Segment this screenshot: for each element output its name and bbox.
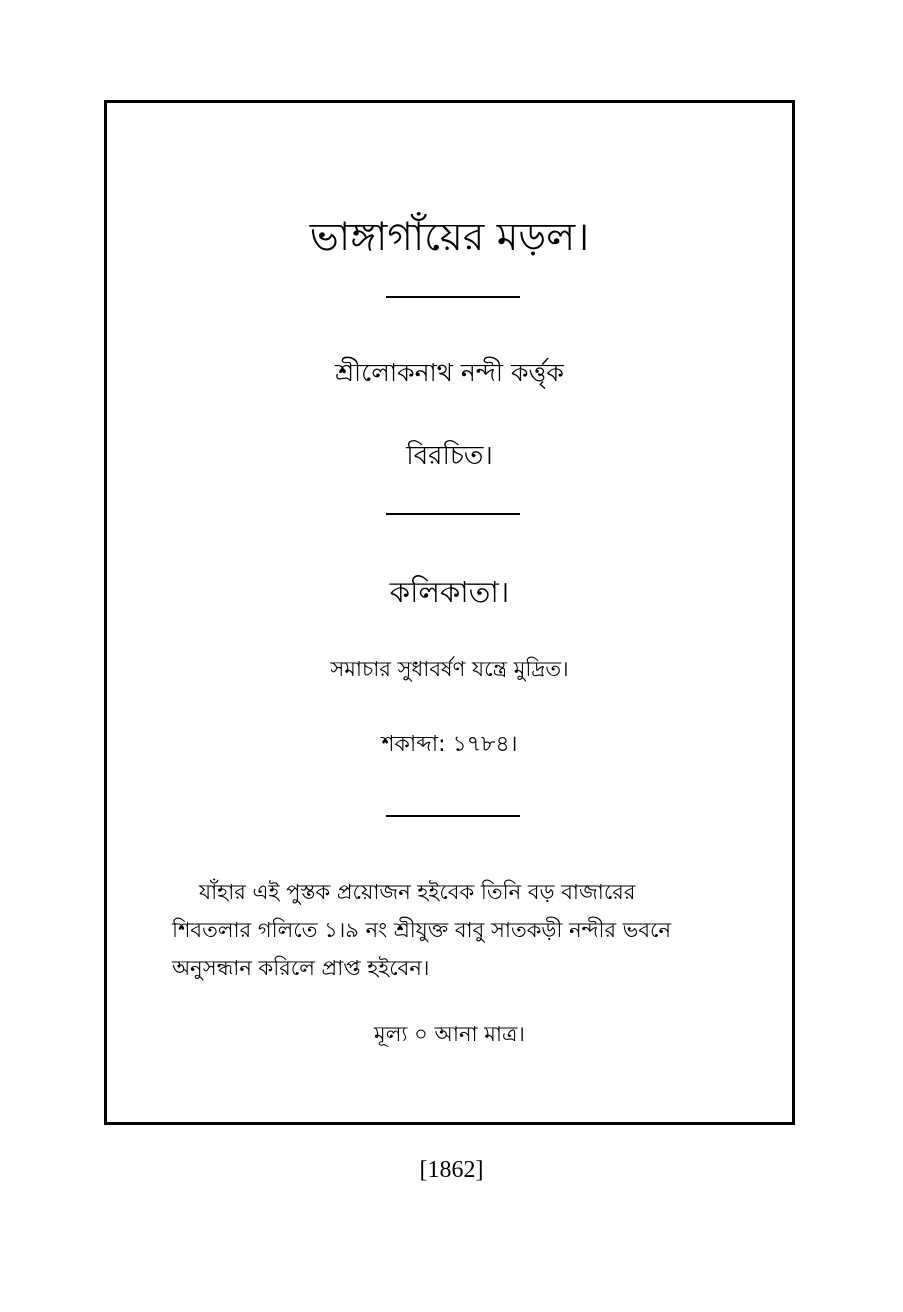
divider-rule — [386, 513, 520, 515]
price-line: মূল্য ০ আনা মাত্র। — [374, 1022, 525, 1046]
divider-rule — [386, 296, 520, 298]
book-title: ভাঙ্গাগাঁয়ের মড়ল। — [309, 215, 590, 260]
notice-line: যাঁহার এই পুস্তক প্রয়োজন হইবেক তিনি বড় বাজারের — [199, 880, 636, 904]
saka-year: শকাব্দা: ১৭৮৪। — [381, 732, 518, 757]
notice-line: অনুসন্ধান করিলে প্রাপ্ত হইবেন। — [172, 956, 430, 980]
printer-line: সমাচার সুধাবর্ষণ যন্ত্রে মুদ্রিত। — [330, 657, 569, 681]
availability-notice — [172, 873, 733, 987]
title-page-frame — [104, 100, 795, 1125]
composed-label: বিরচিত। — [406, 441, 493, 471]
footer-year: [1862] — [419, 1157, 484, 1183]
author-line: শ্রীলোকনাথ নন্দী কর্ত্তৃক — [335, 358, 564, 387]
notice-line: শিবতলার গলিতে ১।৯ নং শ্রীযুক্ত বাবু সাতকড়ী নন্দীর ভবনে — [172, 918, 671, 942]
divider-rule — [386, 815, 520, 817]
publication-city: কলিকাতা। — [389, 575, 510, 609]
